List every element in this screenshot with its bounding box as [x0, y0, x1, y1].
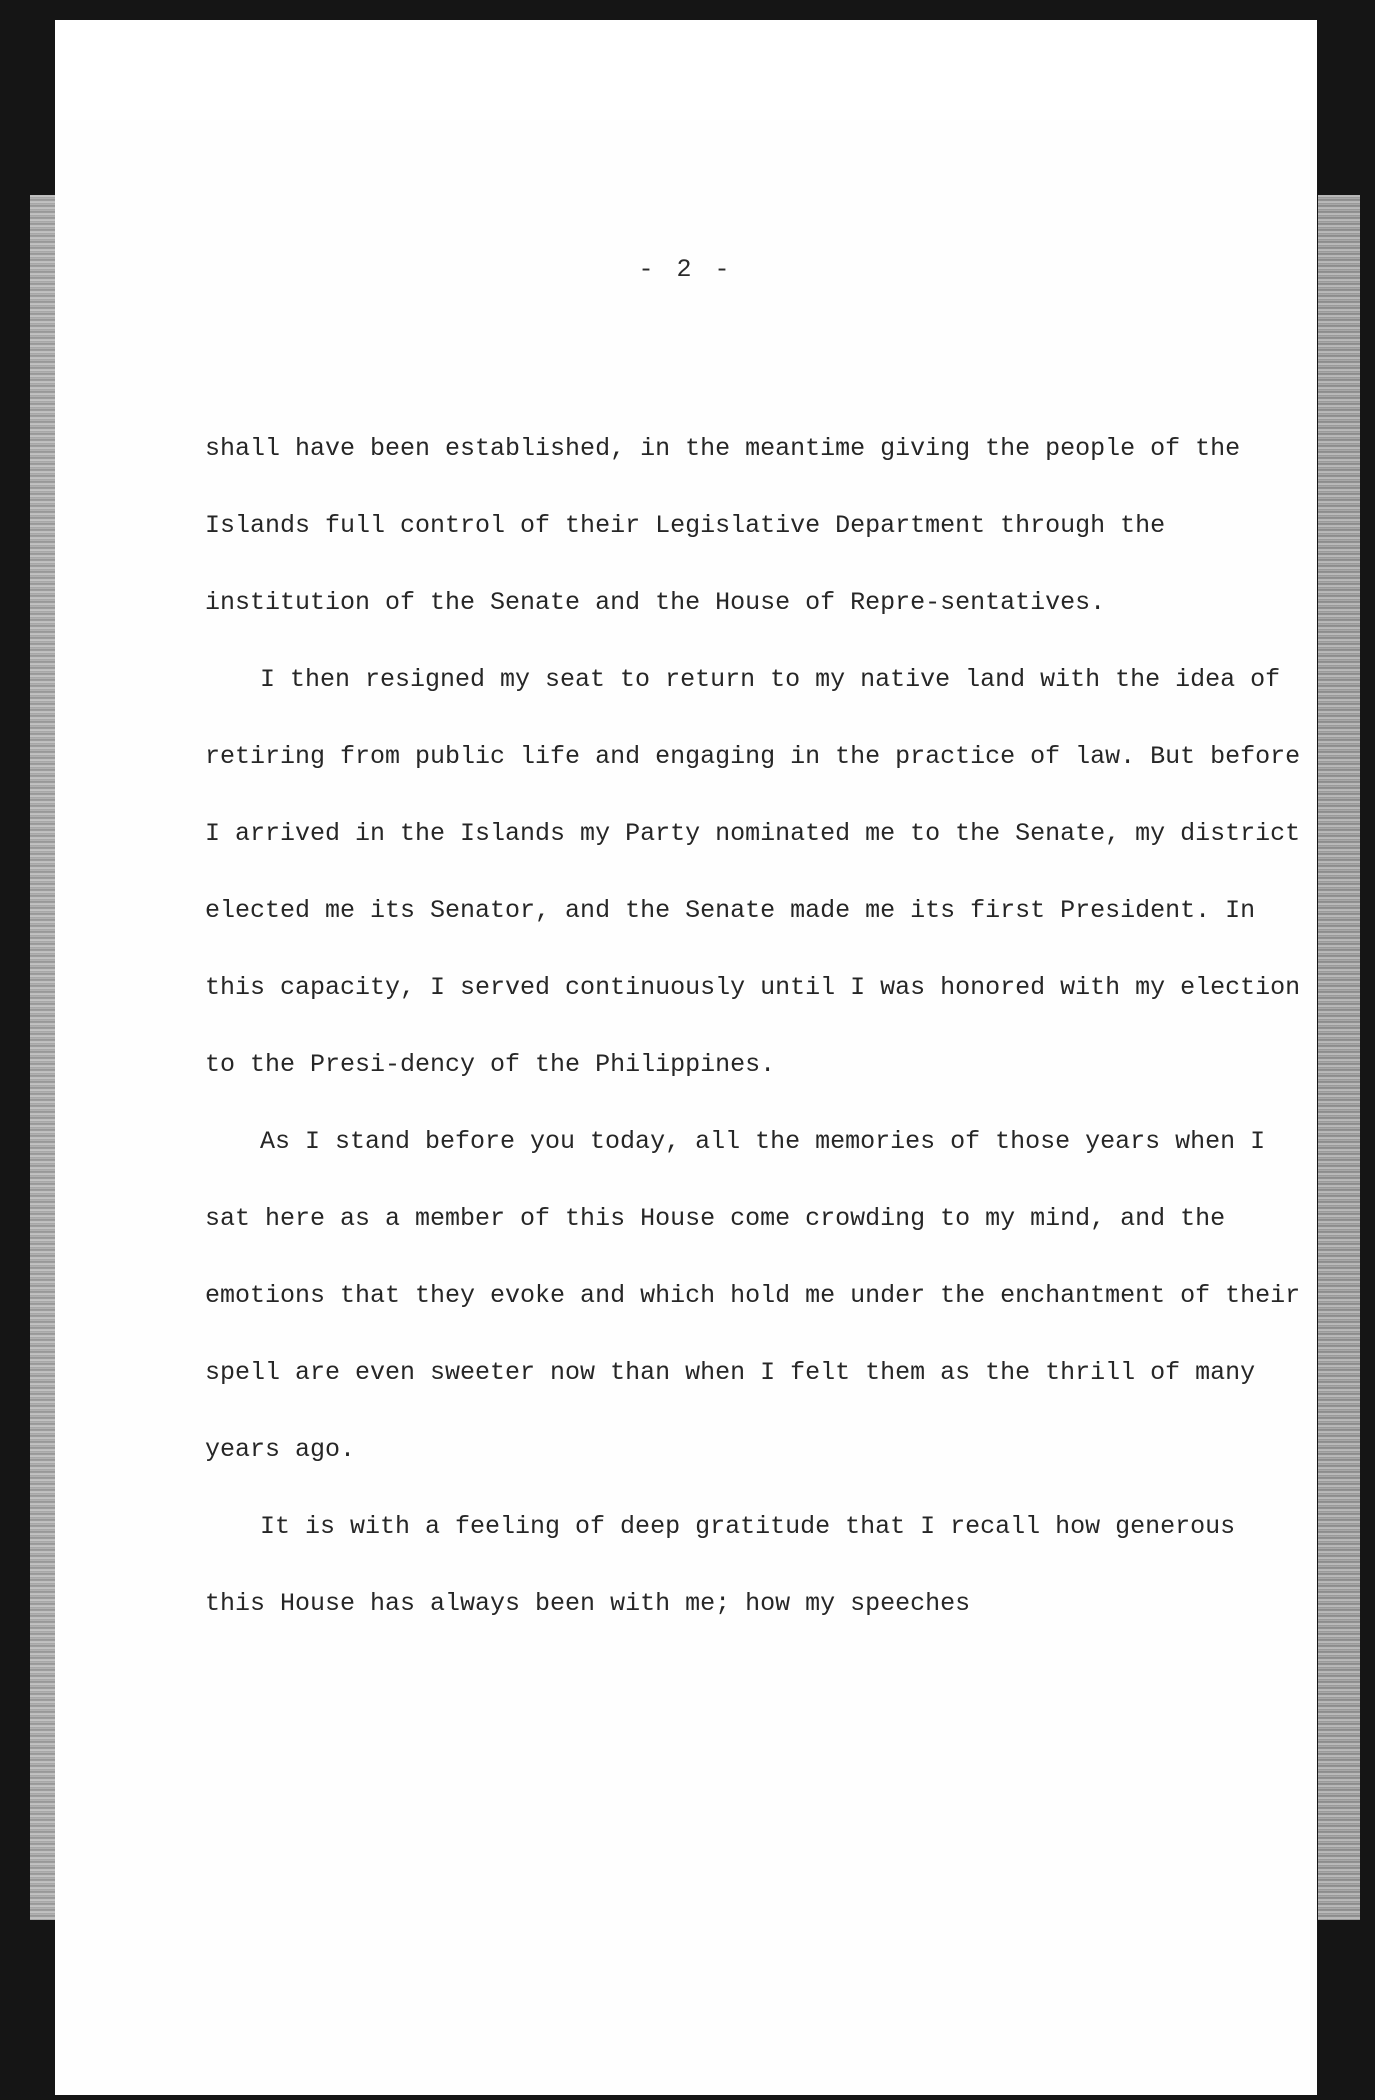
paragraph: It is with a feeling of deep gratitude that I recall how generous this House has always been with me; how my speeches [205, 1512, 1236, 1618]
paragraph: I then resigned my seat to return to my native land with the idea of retiring from public life and engaging in the practice of law. But before I arrived in the Islands my Party nominated me to the Senate, my district elected me its Senator, and the Senate made me its first President. In this capacity, I served continuously until I was honored with my election to the Presi-dency of the Philippines. [205, 665, 1301, 1079]
document-page [55, 120, 1317, 2095]
top-paper-edge [55, 20, 1317, 121]
left-scan-strip [30, 195, 55, 1920]
paragraph-continuation: shall have been established, in the meantime giving the people of the Islands full control of their Legislative Department through the institution of the Senate and the House of Repre-sentatives. [205, 434, 1241, 617]
paragraph: As I stand before you today, all the memories of those years when I sat here as a member of this House come crowding to my mind, and the emotions that they evoke and which hold me under the enchantment of their spell are even sweeter now than when I felt them as the thrill of many years ago. [205, 1127, 1301, 1464]
right-scan-strip [1318, 195, 1360, 1920]
document-body [205, 410, 1305, 1642]
page-number: - 2 - [638, 255, 734, 284]
